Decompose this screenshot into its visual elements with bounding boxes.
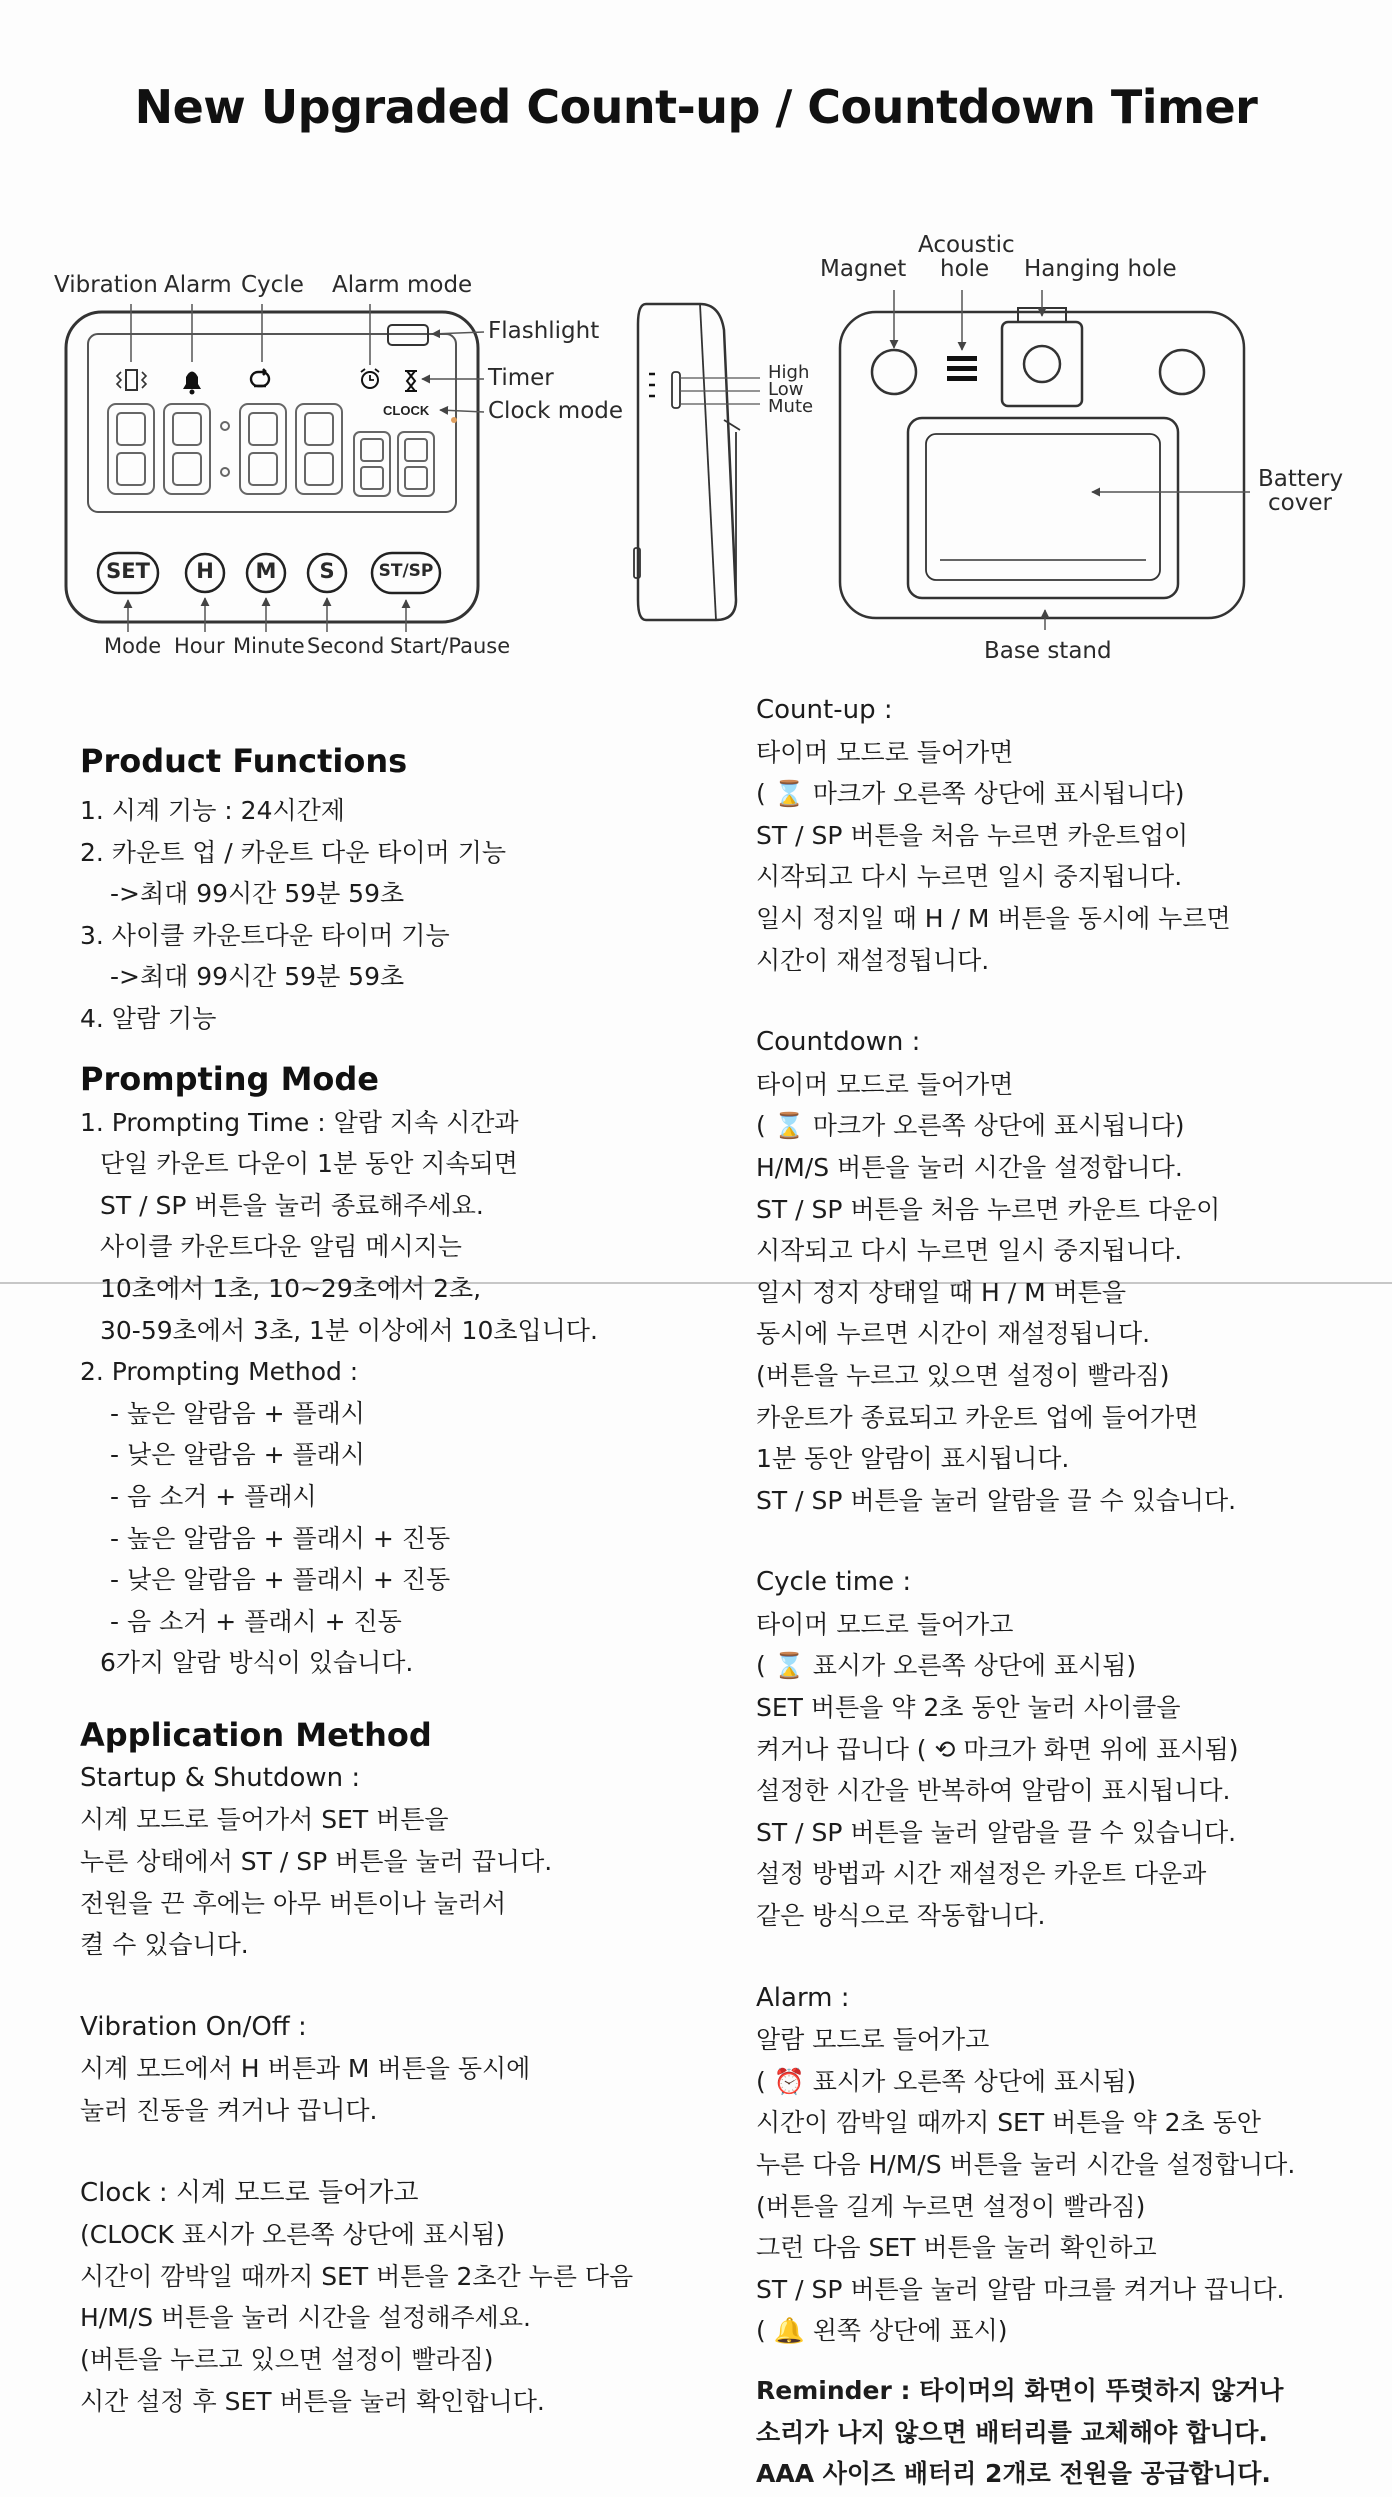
- application-method-title: Application Method: [80, 1715, 432, 1754]
- alarm-line: ( 🔔 왼쪽 상단에 표시): [756, 2316, 1008, 2346]
- prompting-line: 1. Prompting Time : 알람 지속 시간과: [80, 1107, 519, 1137]
- prompting-line: 단일 카운트 다운이 1분 동안 지속되면: [100, 1149, 518, 1179]
- cycle-line: ( ⌛ 표시가 오른쪽 상단에 표시됨): [756, 1651, 1137, 1681]
- prompting-mode-title: Prompting Mode: [80, 1059, 379, 1098]
- countdown-line: 1분 동안 알람이 표시됩니다.: [756, 1444, 1070, 1474]
- countdown-line: 동시에 누르면 시간이 재설정됩니다.: [756, 1319, 1151, 1349]
- countdown-line: (버튼을 누르고 있으면 설정이 빨라짐): [756, 1360, 1170, 1390]
- label-timer: Timer: [488, 365, 554, 391]
- cycle-head: Cycle time :: [756, 1567, 912, 1598]
- countdown-line: 일시 정지 상태일 때 H / M 버튼을: [756, 1277, 1127, 1307]
- alarm-clock-icon: [361, 369, 379, 388]
- set-button[interactable]: SET: [106, 559, 150, 583]
- clock-head: Clock : 시계 모드로 들어가고: [80, 2177, 419, 2208]
- cycle-line: 타이머 모드로 들어가고: [756, 1609, 1014, 1639]
- alarm-line: ST / SP 버튼을 눌러 알람 마크를 켜거나 끕니다.: [756, 2274, 1285, 2304]
- alarm-line: 알람 모드로 들어가고: [756, 2025, 990, 2055]
- prompting-line: 30-59초에서 3초, 1분 이상에서 10초입니다.: [100, 1315, 598, 1345]
- right-column: [756, 690, 1295, 2495]
- bell-icon: [183, 372, 201, 395]
- prompting-method: - 음 소거 + 플래시: [110, 1481, 317, 1511]
- countup-line: 일시 정지일 때 H / M 버튼을 동시에 누르면: [756, 903, 1231, 933]
- label-hanging-hole: Hanging hole: [1024, 256, 1177, 282]
- alarm-line: 시간이 깜박일 때까지 SET 버튼을 약 2초 동안: [756, 2108, 1261, 2138]
- label-high: High: [768, 362, 810, 383]
- hourglass-icon: [405, 371, 417, 391]
- reminder-line: Reminder : 타이머의 화면이 뚜렷하지 않거나: [756, 2375, 1284, 2405]
- clock-tag: CLOCK: [383, 403, 430, 418]
- prompting-method: - 낮은 알람음 + 플래시: [110, 1440, 365, 1470]
- function-item: 3. 사이클 카운트다운 타이머 기능: [80, 920, 450, 950]
- label-alarm-mode: Alarm mode: [332, 272, 473, 298]
- alarm-line: ( ⏰ 표시가 오른쪽 상단에 표시됨): [756, 2066, 1137, 2096]
- countup-line: 시작되고 다시 누르면 일시 중지됩니다.: [756, 862, 1183, 892]
- prompting-line: ST / SP 버튼을 눌러 종료해주세요.: [100, 1190, 484, 1220]
- vibration-head: Vibration On/Off :: [80, 2011, 307, 2042]
- startup-line: 누른 상태에서 ST / SP 버튼을 눌러 끕니다.: [80, 1847, 553, 1877]
- left-column: [80, 738, 633, 2422]
- h-button[interactable]: H: [196, 559, 214, 583]
- countup-head: Count-up :: [756, 695, 893, 725]
- prompting-line: 10초에서 1초, 10~29초에서 2초,: [100, 1273, 482, 1303]
- vibration-line: 시계 모드에서 H 버튼과 M 버튼을 동시에: [80, 2054, 531, 2084]
- prompting-method: - 높은 알람음 + 플래시 + 진동: [110, 1523, 451, 1553]
- function-item: ->최대 99시간 59분 59초: [110, 879, 405, 909]
- cycle-line: 같은 방식으로 작동합니다.: [756, 1901, 1046, 1931]
- cycle-line: SET 버튼을 약 2초 동안 눌러 사이클을: [756, 1693, 1181, 1723]
- back-view: [840, 308, 1244, 618]
- label-battery-cover: cover: [1268, 490, 1332, 516]
- countup-line: 시간이 재설정됩니다.: [756, 945, 990, 975]
- countdown-line: 시작되고 다시 누르면 일시 중지됩니다.: [756, 1236, 1183, 1266]
- m-button[interactable]: M: [255, 559, 277, 583]
- startup-line: 전원을 끈 후에는 아무 버튼이나 눌러서: [80, 1888, 507, 1918]
- label-clock-mode: Clock mode: [488, 398, 624, 424]
- countup-line: 타이머 모드로 들어가면: [756, 737, 1014, 767]
- label-start-pause: Start/Pause: [390, 634, 511, 658]
- cycle-line: ST / SP 버튼을 눌러 알람을 끌 수 있습니다.: [756, 1817, 1237, 1847]
- label-flashlight: Flashlight: [488, 318, 600, 344]
- reminder-line: AAA 사이즈 배터리 2개로 전원을 공급합니다.: [756, 2459, 1271, 2489]
- vibration-icon: [117, 370, 146, 390]
- product-functions-title: Product Functions: [80, 742, 408, 780]
- function-item: 2. 카운트 업 / 카운트 다운 타이머 기능: [80, 837, 507, 867]
- cycle-icon: [251, 369, 269, 386]
- function-item: ->최대 99시간 59분 59초: [110, 962, 405, 992]
- label-magnet: Magnet: [820, 256, 907, 282]
- prompting-method: - 낮은 알람음 + 플래시 + 진동: [110, 1565, 451, 1595]
- startup-head: Startup & Shutdown :: [80, 1762, 361, 1793]
- countdown-line: ST / SP 버튼을 처음 누르면 카운트 다운이: [756, 1194, 1221, 1224]
- startup-line: 시계 모드로 들어가서 SET 버튼을: [80, 1805, 449, 1835]
- alarm-line: (버튼을 길게 누르면 설정이 빨라짐): [756, 2191, 1146, 2221]
- countup-line: ( ⌛ 마크가 오른쪽 상단에 표시됩니다): [756, 779, 1185, 809]
- prompting-method-end: 6가지 알람 방식이 있습니다.: [100, 1648, 414, 1678]
- label-cycle: Cycle: [241, 272, 304, 298]
- reminder-line: 소리가 나지 않으면 배터리를 교체해야 합니다.: [756, 2417, 1268, 2447]
- s-button[interactable]: S: [319, 559, 335, 583]
- label-hour: Hour: [174, 634, 225, 658]
- countdown-head: Countdown :: [756, 1027, 921, 1058]
- label-mode: Mode: [104, 634, 162, 658]
- page-title: New Upgraded Count-up / Countdown Timer: [134, 80, 1258, 134]
- label-second: Second: [307, 634, 385, 658]
- prompting-method: - 음 소거 + 플래시 + 진동: [110, 1606, 402, 1636]
- prompting-line: 사이클 카운트다운 알림 메시지는: [100, 1232, 462, 1262]
- label-vibration: Vibration: [54, 272, 158, 298]
- prompting-method: - 높은 알람음 + 플래시: [110, 1398, 365, 1428]
- label-alarm: Alarm: [164, 272, 232, 298]
- countdown-line: 카운트가 종료되고 카운트 업에 들어가면: [756, 1402, 1199, 1432]
- alarm-line: 누른 다음 H/M/S 버튼을 눌러 시간을 설정합니다.: [756, 2150, 1296, 2179]
- startup-line: 켤 수 있습니다.: [80, 1930, 249, 1960]
- function-item: 4. 알람 기능: [80, 1003, 217, 1033]
- alarm-head: Alarm :: [756, 1982, 850, 2013]
- clock-line: (CLOCK 표시가 오른쪽 상단에 표시됨): [80, 2220, 506, 2250]
- st-sp-button[interactable]: ST/SP: [378, 561, 434, 581]
- cycle-line: 설정한 시간을 반복하여 알람이 표시됩니다.: [756, 1776, 1231, 1806]
- function-item: 1. 시계 기능 : 24시간제: [80, 796, 345, 825]
- vibration-line: 눌러 진동을 켜거나 끕니다.: [80, 2096, 378, 2126]
- alarm-line: 그런 다음 SET 버튼을 눌러 확인하고: [756, 2233, 1157, 2263]
- label-battery: Battery: [1258, 466, 1344, 492]
- label-acoustic-hole: hole: [940, 256, 990, 282]
- clock-line: (버튼을 누르고 있으면 설정이 빨라짐): [80, 2345, 494, 2374]
- countdown-line: ( ⌛ 마크가 오른쪽 상단에 표시됩니다): [756, 1111, 1185, 1141]
- label-base-stand: Base stand: [984, 638, 1112, 664]
- label-acoustic: Acoustic: [918, 232, 1015, 258]
- label-minute: Minute: [233, 634, 305, 658]
- countdown-line: ST / SP 버튼을 눌러 알람을 끌 수 있습니다.: [756, 1485, 1237, 1515]
- side-view: [634, 304, 760, 620]
- cycle-line: 켜거나 끕니다 ( ⟲ 마크가 화면 위에 표시됨): [756, 1734, 1239, 1764]
- countup-line: ST / SP 버튼을 처음 누르면 카운트업이: [756, 820, 1189, 850]
- label-mute: Mute: [768, 396, 814, 417]
- countdown-line: H/M/S 버튼을 눌러 시간을 설정합니다.: [756, 1152, 1183, 1182]
- clock-line: 시간 설정 후 SET 버튼을 눌러 확인합니다.: [80, 2386, 545, 2416]
- countdown-line: 타이머 모드로 들어가면: [756, 1069, 1014, 1099]
- prompting-method-head: 2. Prompting Method :: [80, 1357, 359, 1387]
- clock-line: 시간이 깜박일 때까지 SET 버튼을 2초간 누른 다음: [80, 2261, 634, 2291]
- label-low: Low: [768, 379, 804, 400]
- cycle-line: 설정 방법과 시간 재설정은 카운트 다운과: [756, 1859, 1207, 1889]
- clock-line: H/M/S 버튼을 눌러 시간을 설정해주세요.: [80, 2303, 531, 2333]
